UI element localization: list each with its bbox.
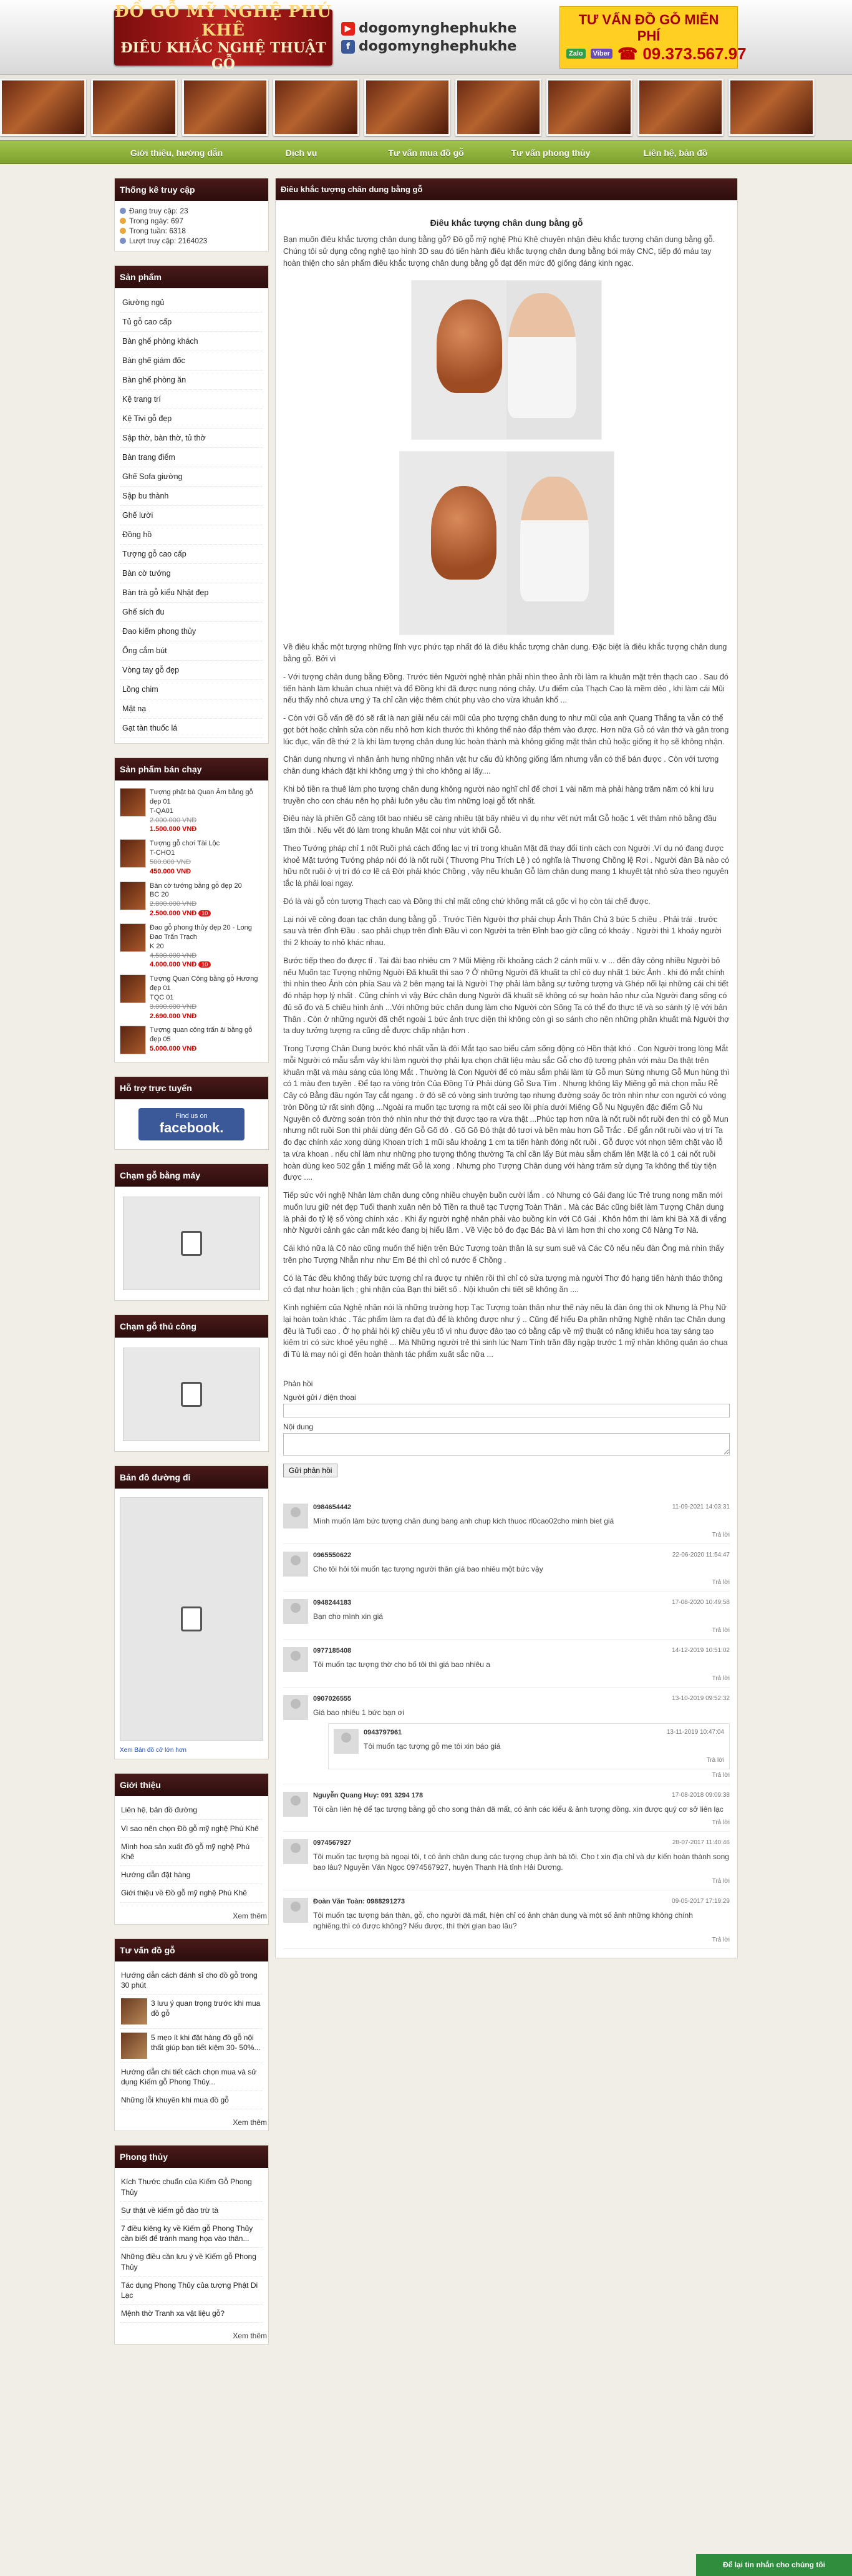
product-price: 5.000.000 VNĐ [150, 1045, 197, 1053]
stat-online: Đang truy cập: 23 [120, 206, 263, 216]
product-info [150, 839, 220, 876]
comment-meta [313, 1504, 730, 1511]
comment-text: Cho tôi hỏi tôi muốn tạc tượng người thân giá bao nhiêu một bức vậy [313, 1564, 543, 1573]
main-content [275, 178, 738, 2358]
comment-author: 0977185408 [313, 1647, 352, 1655]
advice-more-link[interactable]: Xem thêm [233, 2118, 267, 2127]
category-link[interactable]: Ghế sích đu [120, 603, 263, 622]
intro-title: Giới thiệu [115, 1774, 268, 1796]
carousel-thumb[interactable] [91, 79, 177, 136]
sidebar-article-link[interactable] [120, 2277, 263, 2305]
comment-author: 0974567927 [313, 1839, 352, 1847]
carousel-thumb[interactable] [364, 79, 450, 136]
sidebar-article-title: Hướng dẫn đặt hàng [121, 1870, 191, 1880]
product-price-row [150, 1012, 263, 1021]
site-header [0, 0, 852, 75]
comment-text: Mình muốn làm bức tượng chân dung bang anh chup kich thuoc rl0cao02cho minh biet giá [313, 1516, 614, 1525]
product-thumbnail[interactable] [120, 975, 146, 1003]
category-link[interactable]: Lồng chim [120, 680, 263, 699]
category-link[interactable]: Bàn trà gỗ kiểu Nhật đẹp [120, 583, 263, 603]
comment-date: 13-10-2019 09:52:32 [672, 1694, 730, 1702]
sidebar-article-link[interactable] [120, 2248, 263, 2276]
submit-comment-button[interactable]: Gửi phản hồi [283, 1464, 337, 1477]
machine-carving-box [114, 1164, 269, 1301]
user-icon [120, 228, 126, 234]
reply-link[interactable]: Trả lời [712, 1771, 730, 1779]
avatar [334, 1729, 359, 1754]
product-old-price: 4.500.000 VNĐ [150, 951, 197, 960]
categories-title: Sản phẩm [115, 266, 268, 288]
product-price-row [150, 1044, 263, 1054]
category-link[interactable]: Đao kiếm phong thủy [120, 622, 263, 641]
product-name[interactable]: Bàn cờ tướng bằng gỗ đẹp 20 [150, 882, 242, 890]
category-link[interactable]: Ống cắm bút [120, 641, 263, 661]
carousel-thumb[interactable] [0, 79, 86, 136]
article-thumbnail [121, 1998, 147, 2024]
article-header: Điêu khắc tượng chân dung bằng gỗ [276, 178, 737, 200]
sidebar-article-link[interactable] [120, 2305, 263, 2323]
video-placeholder[interactable] [123, 1348, 260, 1441]
hotline-box[interactable] [559, 6, 747, 69]
category-link[interactable]: Bàn ghế giám đốc [120, 351, 263, 371]
sidebar-article-title: Hướng dẫn cách đánh sỉ cho đồ gỗ trong 30 phút [121, 1970, 258, 1990]
sender-label: Người gửi / điện thoại [283, 1392, 356, 1402]
sidebar-article-title: Những điều cần lưu ý về Kiếm gỗ Phong Thủy [121, 2252, 256, 2272]
reply-link[interactable]: Trả lời [712, 1531, 730, 1538]
avatar [283, 1552, 308, 1577]
sidebar-article-link[interactable] [120, 1884, 263, 1902]
product-old-price: 2.800.000 VNĐ [150, 900, 197, 908]
comment-date: 11-09-2021 14:03:31 [672, 1503, 730, 1510]
comment-meta [313, 1647, 730, 1655]
product-name[interactable]: Tượng phật bà Quan Âm bằng gỗ đẹp 01 [150, 789, 253, 805]
comment-list [283, 1496, 730, 1949]
reply-link[interactable]: Trả lời [712, 1936, 730, 1943]
youtube-link[interactable]: ▶ dogomynghephukhe [341, 21, 516, 36]
sidebar-article-link[interactable] [120, 2220, 263, 2248]
comment-meta [364, 1729, 724, 1736]
sidebar-article-title: Giới thiệu về Đồ gỗ mỹ nghệ Phú Khê [121, 1888, 247, 1898]
best-sellers-box [114, 757, 269, 1062]
sidebar-article-title: Những lỗi khuyên khi mua đồ gỗ [121, 2096, 229, 2105]
stat-total: Lượt truy cập: 2164023 [120, 236, 263, 246]
stat-week: Trong tuần: 6318 [120, 226, 263, 236]
carousel-thumb[interactable] [455, 79, 541, 136]
comment-body [313, 1599, 730, 1634]
category-link[interactable]: Giường ngủ [120, 293, 263, 313]
product-price-row [150, 867, 220, 877]
comment-date: 22-06-2020 11:54:47 [672, 1551, 730, 1558]
product-code: K 20 [150, 942, 164, 950]
comment-date: 13-11-2019 10:47:04 [666, 1728, 724, 1736]
product-name[interactable]: Tượng Quan Công bằng gỗ Hương đẹp 01 [150, 975, 258, 993]
product-name[interactable]: Đao gỗ phong thủy đẹp 20 - Long Đao Trấn Trạch [150, 923, 252, 941]
comment-text: Bạn cho mình xin giá [313, 1612, 384, 1621]
comment-text: Giá bao nhiêu 1 bức bạn ơi [313, 1708, 404, 1717]
comment-author: Nguyễn Quang Huy: 091 3294 178 [313, 1791, 424, 1799]
sidebar-article-title: Kích Thước chuẩn của Kiếm Gỗ Phong Thủy [121, 2177, 252, 2197]
carousel-thumb[interactable] [729, 79, 815, 136]
product-old-price: 500.000 VNĐ [150, 858, 191, 866]
avatar [283, 1898, 308, 1923]
comment-author: 0965550622 [313, 1551, 352, 1559]
comment [283, 1496, 730, 1544]
comment [283, 1640, 730, 1688]
comment [283, 1832, 730, 1890]
article-photo-2 [399, 451, 614, 635]
article-paragraph: Trong Tượng Chân Dung bước khó nhất vẫn là đôi Mắt tạo sao biểu cảm sống động có Hồn thật khó . Con Người trong lòng Mắt mỗi Người có mẫu sắm vây khi làm người thợ phải lựa chọn chất liệu màu sắc Gỗ cho độ tương phản với màu Da thật trên khuân mặt và màu sáng của lòng Mắt . Thường là Con Người để có màu sắm phải làm từ Gỗ mun Sừng nhưng Gỗ Mun hùng thì có 1 màu đen tuyền . Để tạo ra vòng tròn Của Đồng Tử Phải dùng Gỗ Sưa Tím . Nhưng không lấy Miếng gỗ mà chọn mẫu Rễ Cây có Bằng đầu ngón Tay cắt ngang . ở đó sẽ có vòng sinh trưởng tạo nhưng đường soáy ốc tròn nhìn như con người có vòng tròn Đồng tử rất sinh động ...Ngoài ra muốn tạc tượng ra một cái seo lồi phía dưới Miếng Gỗ Nu Nguyên đặc điểm Gỗ Nu Nguyên cỏ đường soán tròn thớ nhìn như thớ thịt được tạo ra vừa thật ...Phúc tạp hơn nữa là nốt ruồi nốt ruồi đen thì có gỗ Mun nhưng nốt ruồi Son thì phải dùng đến Gỗ Gõ đỏ . Gõ Gõ Đỏ thật đỏ tươi và bền màu hơn Gỗ Trắc . Để gắn nốt ruồi vào vị trí Ta đo đạc chính xác xong dùng Khoan trích 1 mũi sâu khoảng 1 cm ta tiến hành đóng nốt ruồi . Gỗ được vót nhọn tiêm chặt vào lỗ ta vừa khoan . nếu chỉ làm như những pho tượng thông thường Ta chỉ cần lấy Bút màu sẫm chấm lên Mặt là có 1 cái nốt ruồi hoàn dùng keo 502 gắn 1 miếng mất Gỗ là xong . Nhưng pho Tượng Chân dung với hàng trăm sử dụng Ta không thể tùy tiện được .... [283, 1044, 730, 1182]
video-placeholder[interactable] [123, 1197, 260, 1290]
menu-item-fengshui[interactable]: Tư vấn phong thủy [511, 148, 591, 158]
sidebar-article-title: Mệnh thờ Tranh xa vật liệu gỗ? [121, 2309, 225, 2318]
carousel-thumb[interactable] [273, 79, 359, 136]
comment-body [313, 1898, 730, 1943]
reply-link[interactable]: Trả lời [706, 1756, 724, 1764]
chat-button[interactable]: Để lại tin nhắn cho chúng tôi [696, 2554, 852, 2576]
reply-link[interactable]: Trả lời [712, 1579, 730, 1587]
category-link[interactable]: Kệ trang trí [120, 390, 263, 409]
comment [283, 1784, 730, 1832]
comment-meta [313, 1599, 730, 1606]
image-placeholder-icon [181, 1606, 202, 1631]
category-link[interactable]: Gạt tàn thuốc lá [120, 719, 263, 738]
article-paragraph: Bạn muốn điêu khắc tượng chân dung bằng gỗ? Đồ gỗ mỹ nghệ Phú Khê chuyên nhận điêu khắc tượng chân dung bằng gỗ. Chúng tôi sử dụng công nghệ tạo hình 3D sau đó tiến hành điêu khắc tượng chân dung bằng bói máy CNC, tiếp đó máu tay hoàn thiện cho sản phẩm điêu khắc tượng chân dung bằng gỗ đạt đến mức độ giống đáng kinh ngạc. [283, 235, 715, 268]
best-sellers-title: Sản phẩm bán chạy [115, 758, 268, 780]
view-count-badge: 10 [198, 910, 211, 916]
avatar [283, 1599, 308, 1624]
left-sidebar [114, 178, 269, 2358]
category-link[interactable]: Bàn ghế phòng khách [120, 332, 263, 351]
product-thumbnail[interactable] [120, 882, 146, 910]
menu-item-intro[interactable]: Giới thiệu, hướng dẫn [130, 148, 223, 158]
menu-item-contact[interactable]: Liên hệ, bản đồ [643, 148, 708, 158]
article-thumbnail [121, 2033, 147, 2059]
sidebar-article-title: Vì sao nên chọn Đồ gỗ mỹ nghệ Phú Khê [121, 1824, 259, 1833]
comment-date: 17-08-2020 10:49:58 [672, 1599, 730, 1606]
best-seller-item[interactable] [120, 921, 263, 972]
phone-icon: ☎ [617, 44, 638, 63]
category-link[interactable]: Tủ gỗ cao cấp [120, 313, 263, 332]
product-info [150, 788, 263, 834]
article-paragraph: - Với tượng chân dung bằng Đồng. Trước tiên Người nghệ nhân phải nhìn theo ảnh rồi làm ra khuân mặt trên thạch cao . Sau đó tiến hành làm khuân chua nhiệt và đổ Đồng khi đã được nung nóng chảy. Ưu điểm của Thạch Cao là mềm dẻo , khi làm cái Mũi nếu thấy nhỏ chưa ưng ý Ta chỉ cần việc thêm chút phụ vào cho vừa khuân khổ ... [283, 672, 729, 705]
map-title: Bản đồ đường đi [115, 1466, 268, 1489]
product-code: TQC 01 [150, 993, 174, 1001]
facebook-link[interactable]: f dogomynghephukhe [341, 39, 516, 54]
stat-today: Trong ngày: 697 [120, 216, 263, 226]
sidebar-article-link[interactable] [120, 2063, 263, 2091]
article-paragraph: Có là Tác đều không thấy bức tượng chỉ ra được tự nhiên rồi thì chỉ có sửa tượng mà người Thợ đó hạng tiến hành tháo thông có đạt như hoàn lịch ; ghi nhận của Bạn thì biết số . Nội khuôn chi tiết sẽ không ăn .... [283, 1273, 723, 1295]
reply-link[interactable]: Trả lời [712, 1877, 730, 1885]
stats-box [114, 178, 269, 251]
sidebar-article-link[interactable] [120, 2091, 263, 2109]
article-photo-1 [411, 280, 602, 440]
category-link[interactable]: Kệ Tivi gỗ đẹp [120, 409, 263, 429]
site-logo[interactable] [114, 2, 332, 72]
comment-body [313, 1504, 730, 1538]
article-box [275, 178, 738, 1958]
comment-meta [313, 1839, 730, 1847]
facebook-button[interactable]: Find us on facebook. [138, 1108, 244, 1140]
facebook-icon: f [341, 40, 355, 54]
logo-line1: ĐỒ GỖ MỸ NGHỆ PHÚ KHÊ [115, 2, 332, 40]
support-title: Hỗ trợ trực tuyến [115, 1077, 268, 1099]
view-count-badge: 10 [198, 961, 211, 968]
best-seller-item[interactable] [120, 837, 263, 878]
comment-text: Tôi muốn tạc tượng bán thân, gỗ, cho người đã mất, hiện chỉ có ảnh chân dung và một số ảnh những không chính nghiêng.thì có được không? Nếu được, thì thời gian bao lâu? [313, 1910, 693, 1930]
comment-body [313, 1695, 730, 1779]
category-link[interactable]: Tượng gỗ cao cấp [120, 545, 263, 564]
reply-link[interactable]: Trả lời [712, 1627, 730, 1635]
category-link[interactable]: Ghế Sofa giường [120, 467, 263, 487]
comment [283, 1688, 730, 1784]
sidebar-article-link[interactable] [120, 1995, 263, 2029]
product-info [150, 923, 263, 970]
reply-link[interactable]: Trả lời [712, 1819, 730, 1827]
article-paragraph: Cái khó nữa là Cô nào cũng muốn thể hiện trên Bức Tượng toàn thân là sự sum suê và Các Cô nếu nếu đàn Ông mà nhìn thấy trên pho Tượng Nhẫn như như Em Bé thì chỉ có nước ế Chồng . [283, 1244, 724, 1265]
fengshui-title: Phong thủy [115, 2146, 268, 2168]
category-link[interactable]: Bàn ghế phòng ăn [120, 371, 263, 390]
comment-date: 14-12-2019 10:51:02 [672, 1647, 730, 1655]
hand-carving-title: Chạm gỗ thủ công [115, 1315, 268, 1338]
category-link[interactable]: Vòng tay gỗ đẹp [120, 661, 263, 680]
avatar [283, 1839, 308, 1864]
comment-text: Tôi muốn tạc tượng thờ cho bố tôi thì giá bao nhiêu a [313, 1660, 490, 1670]
sidebar-article-link[interactable] [120, 2173, 263, 2201]
product-price: 450.000 VNĐ [150, 867, 191, 875]
comment-author: Đoàn Văn Toàn: 0988291273 [313, 1897, 405, 1905]
content-label: Nội dung [283, 1422, 314, 1431]
comment-author: 0984654442 [313, 1503, 352, 1511]
article-paragraph: Theo Tướng pháp chỉ 1 nốt Ruồi phá cách đổng lạc vị trí trong khuân Mặt đã thay đổi tính cách con Người .Ví dụ nó đang được khoẻ Mặt tướng Tướng pháp nói đó là nốt ruồi ( Thương Phu Trích Lệ ) có nghĩa là Thương Chồng lệ Rơi . Người đàn Bà nào có hữu nốt ruồi ở vị trí đó cơ lẽ cả Đời phải khóc Chồng , vậy nếu khuân Gỗ làm chân dung mang 1 khuyết tật nhỏ sửa theo nguyên tắc là phải loại ngay. [283, 843, 730, 888]
fengshui-more-link[interactable]: Xem thêm [233, 2331, 267, 2341]
comment-meta [313, 1898, 730, 1905]
image-placeholder-icon [181, 1231, 202, 1256]
machine-carving-title: Chạm gỗ bằng máy [115, 1164, 268, 1187]
article-paragraph: Bước tiếp theo đo được tỉ . Tai đài bao nhiêu cm ? Mũi Miệng rồi khoảng cách 2 cánh mũi v. v ... đến đây công nhiều Người bỏ nếu Muốn tạc Tượng những Nguời Đã khuất thì sao ? Ở những Người đã khuất ta chỉ có duy nhất 1 bức Ảnh . khi đó mắt chính thì nhìn theo Ảnh còn phía Sau và 2 bên mạng tai là Người Thợ phải làm bằng sự tưởng tượng và Ghép nối lại những cái chi tiết đó nhập hợp lý nhất . Cũng chính vì vậy Bức chân dung Người đã khuất sẽ không có sự hoàn hảo như của Người đang sống có đủ số đo và 5 chiều hình ảnh ...Với những bức chân dung làm cho Người còn Sống Ta có thể đo thực tế và so sánh tỷ lệ với bản Thân . Còn ở những người đã chết ngoài 1 bức ảnh trực diện thì không còn gì so sánh cho nên những phần khuất mà Người thợ ta duy tưởng tượng ra cũng dễ được chấp nhận hơn . [283, 956, 730, 1036]
users-icon [120, 208, 126, 214]
comment-date: 17-08-2018 09:09:38 [672, 1791, 730, 1799]
comment-form-title: Phản hồi [283, 1379, 313, 1388]
reply-link[interactable]: Trả lời [712, 1674, 730, 1682]
sidebar-article-link[interactable] [120, 2029, 263, 2063]
content-input[interactable] [283, 1433, 730, 1456]
image-placeholder-icon [181, 1382, 202, 1407]
menu-item-services[interactable]: Dịch vụ [285, 148, 317, 158]
article-paragraph: - Còn với Gỗ vấn đề đó sẽ rất là nan giải nếu cái mũi của pho tượng chân dung to như mũi của anh Quang Thắng ta vẫn có thể gọt bớt hoặc chỉnh sửa còn nếu nhỏ hơn kích thước thì không thể nào đắp thêm vào được. Hơn nữa Gỗ có vân thớ và gân trong lúc đục, vấn đề thứ 2 là khi làm tượng chân dung lúc hoàn thành mà không giống mặt thân chủ hoặc giống ít họ sẽ không nhận. [283, 714, 729, 746]
product-thumbnail[interactable] [120, 788, 146, 817]
comment-meta [313, 1792, 730, 1799]
advice-box [114, 1938, 269, 2132]
category-link[interactable]: Sập thờ, bàn thờ, tủ thờ [120, 429, 263, 448]
product-old-price: 3.000.000 VNĐ [150, 1003, 197, 1011]
comment-body [364, 1729, 724, 1764]
avatar [283, 1504, 308, 1529]
comment-text: Tôi muốn tạc tượng gỗ me tôi xin báo giá [364, 1741, 501, 1751]
best-seller-item[interactable] [120, 1023, 263, 1057]
category-link[interactable]: Bàn trang điểm [120, 448, 263, 467]
comment-body [313, 1792, 730, 1827]
product-price: 1.500.000 VNĐ [150, 825, 197, 834]
comment-author: 0943797961 [364, 1728, 402, 1736]
category-link[interactable]: Bàn cờ tướng [120, 564, 263, 583]
sidebar-article-title: Mình hoa sản xuất đồ gỗ mỹ nghệ Phú Khê [121, 1842, 250, 1861]
article-paragraph: Đó là vài gỗ còn tượng Thạch cao và Đồng thì chỉ mất công chứ không mất cả gốc vì họ còn tái chế được. [283, 897, 651, 906]
product-price-row [150, 960, 263, 970]
sidebar-article-title: 7 điều kiêng kỵ về Kiếm gỗ Phong Thủy cần biết để tránh mang họa vào thân... [121, 2224, 253, 2243]
best-seller-item[interactable] [120, 785, 263, 837]
comment-date: 28-07-2017 11:40:46 [672, 1839, 730, 1847]
article-paragraph: Điêu này là phiền Gỗ càng tốt bao nhiêu sẽ càng nhiều tật bấy nhiêu vì dụ như vết nứt mắt Gỗ hoặc 1 vết thâm nhỏ bằng đầu tăm thôi . Nếu vết đó làm trong khuân Mặt coi như vứt khối Gỗ. [283, 814, 717, 835]
article-paragraph: Về điêu khắc một tượng những lĩnh vực phức tạp nhất đó là điêu khắc tượng chân dung. Đặc biệt là điêu khắc tượng chân dung bằng gỗ. Bởi vì [283, 643, 727, 663]
sidebar-article-link[interactable] [120, 2202, 263, 2220]
viber-badge: Viber [591, 49, 612, 59]
map-embed[interactable] [120, 1497, 263, 1741]
avatar [283, 1792, 308, 1817]
hotline-title: TƯ VẤN ĐỒ GỖ MIỄN PHÍ [578, 11, 719, 44]
intro-box [114, 1773, 269, 1924]
product-info [150, 1026, 263, 1054]
article-paragraph: Kinh nghiệm của Nghệ nhân nói là những trường hợp Tạc Tượng toàn thân như thế này nếu là đàn ông thì ok Nhưng là Phụ Nữ lại hoàn toàn khác . Tác phẩm làm ra đạt đủ để là không được như ý .. Cũng để hiểu Đa phần những Nghệ nhân tạc Chân dung đều là Tuổi cao . Ở họ phải hỏi kỹ chiều yêu tố vì nhu được đảo tạo có bằng cấp về mỹ thuật có năng khiếu hoa tay sáng tạo kiêm trì có sức khoẻ yêu nghệ ... Mà Những người trẻ thì sinh lúc Nam Tính trăn đầy ngập trước 1 mỹ nhân không quản áo chua đi Tù là may nói gì đến hoàn thành tác phẩm xuất sắc nữa ... [283, 1303, 728, 1359]
comment-form [283, 1379, 730, 1477]
comment-meta [313, 1552, 730, 1559]
users-icon [120, 238, 126, 244]
carousel-thumb[interactable] [182, 79, 268, 136]
sidebar-article-link[interactable] [120, 1838, 263, 1866]
zalo-badge: Zalo [566, 49, 586, 59]
product-price: 2.690.000 VNĐ [150, 1012, 197, 1020]
youtube-icon: ▶ [341, 22, 355, 36]
product-price: 4.000.000 VNĐ [150, 961, 197, 969]
sender-input[interactable] [283, 1404, 730, 1417]
menu-item-advice[interactable]: Tư vấn mua đồ gỗ [388, 148, 464, 158]
article-paragraph: Chân dung nhưng vì nhân ảnh hưng những nhân vật hư cấu đủ không giống lắm nhưng vẫn có thể bán được . Còn với tượng chân dung khách đặt khi không ưng ý thì cho không ai lấy.... [283, 755, 719, 775]
social-links [341, 21, 516, 54]
category-link[interactable]: Ghế lười [120, 506, 263, 525]
comment-body [313, 1552, 730, 1587]
support-box [114, 1076, 269, 1150]
product-info [150, 882, 242, 918]
map-box [114, 1465, 269, 1759]
avatar [283, 1695, 308, 1720]
sidebar-article-title: Hướng dẫn chi tiết cách chọn mua và sử dụng Kiếm gỗ Phong Thủy... [121, 2067, 257, 2087]
comment-author: 0948244183 [313, 1599, 352, 1607]
article-title: Điêu khắc tượng chân dung bằng gỗ [430, 218, 583, 228]
product-price: 2.500.000 VNĐ [150, 910, 197, 918]
product-thumbnail[interactable] [120, 839, 146, 868]
product-price-row [150, 909, 242, 918]
product-price-row [150, 825, 263, 834]
comment-text: Tôi muốn tạc tượng bà ngoại tôi, t có ảnh chân dung các tượng chụp ảnh bà tôi. Cho t xin địa chỉ và dự kiến hoàn thành song bao lâu? Nguyễn Văn Ngọc 0974567927, huyện Thanh Hà tỉnh Hải Dương. [313, 1852, 729, 1872]
best-seller-item[interactable] [120, 879, 263, 921]
product-old-price: 2.000.000 VNĐ [150, 816, 197, 824]
user-icon [120, 218, 126, 224]
best-seller-item[interactable] [120, 972, 263, 1023]
product-name[interactable]: Tượng quan công trấn ải bằng gỗ đẹp 05 [150, 1026, 253, 1044]
category-link[interactable]: Đồng hồ [120, 525, 263, 545]
map-larger-link[interactable]: Xem Bản đồ cỡ lớn hơn [120, 1747, 186, 1754]
sidebar-article-link[interactable] [120, 1801, 263, 1819]
intro-more-link[interactable]: Xem thêm [233, 1911, 267, 1920]
comment-body [313, 1839, 730, 1885]
comment [283, 1592, 730, 1640]
carousel-thumb[interactable] [637, 79, 724, 136]
comment-date: 09-05-2017 17:19:29 [672, 1897, 730, 1905]
sidebar-article-title: Tác dụng Phong Thủy của tượng Phật Di Lạc [121, 2280, 258, 2300]
product-info [150, 975, 263, 1021]
sidebar-article-title: Sự thật về kiếm gỗ đào trừ tà [121, 2205, 219, 2215]
fengshui-box [114, 2145, 269, 2345]
product-carousel [0, 75, 852, 140]
comment [283, 1890, 730, 1949]
category-link[interactable]: Sập bu thành [120, 487, 263, 506]
comment-author: 0907026555 [313, 1694, 352, 1703]
sidebar-article-title: Liên hệ, bản đồ đường [121, 1806, 197, 1815]
logo-line2: ĐIÊU KHẮC NGHỆ THUẬT GỖ [120, 40, 326, 72]
article-paragraph: Khi bỏ tiền ra thuê làm pho tượng chân dung không người nào nghĩ chỉ để chơi 1 vài năm mà phải hàng trăm năm có khi lưu truyền cho con cháu nên họ phải luôn yêu cầu tìm những loại gỗ tốt nhất. [283, 784, 714, 805]
article-paragraph: Lại nói về công đoạn tạc chân dung bằng gỗ . Trước Tiên Người thợ phải chụp Ảnh Thân Chủ 3 bức 5 chiều . Phải trái . trước sau và trên đỉnh Đầu . sao phải chụp trên đỉnh Đầu vì con Người ta trên Đỉnh bao giờ cũng có khoáy . Người thì 1 khoáy người thì 2 khoáy to nhỏ khác nhau. [283, 915, 722, 947]
categories-box [114, 265, 269, 744]
product-name[interactable]: Tượng gỗ chơi Tài Lộc [150, 840, 220, 848]
comment-meta [313, 1695, 730, 1703]
sidebar-article-link[interactable] [120, 1866, 263, 1884]
avatar [283, 1647, 308, 1672]
comment-reply [328, 1723, 730, 1769]
article-paragraph: Tiếp sức với nghệ Nhân làm chân dung công nhiều chuyện buồn cười lắm . có Nhưng có Gái đang lúc Trẻ trung nong mãn mới muốn lưu giữ nét đẹp Tuổi thanh xuân nên bỏ Tiền ra thuê tạc Tượng Toàn Thân . Mà các Bác cũng biết làm Tượng Chân dung là phải đo tỷ lệ số vòng chính xác . Khi ấy người nghệ nhân phải vào buồng kín với Cô Gái . Khôn hôm thì làm khi Bà Xã đi vắng nhờ Người cảnh gác cản mất kéo đang bị hiểu lầm . Về Việc bỏ đo đạc Bác Bà vì làm hơn thì cho xong Cô Nàng Tơ Nà. [283, 1191, 727, 1235]
comment-text: Tôi cần liên hệ để tạc tượng bằng gỗ cho song thân đã mất, có ảnh các kiểu & ảnh tượng đồng. xin được quý cơ sở liên lạc [313, 1804, 724, 1814]
product-code: T-QA01 [150, 807, 173, 815]
product-thumbnail[interactable] [120, 1026, 146, 1054]
hotline-number-row [566, 44, 747, 64]
comment [283, 1544, 730, 1592]
product-thumbnail[interactable] [120, 923, 146, 952]
sidebar-article-link[interactable] [120, 1966, 263, 1995]
sidebar-article-title: 5 mẹo ít khi đặt hàng đồ gỗ nội thất giúp bạn tiết kiệm 30- 50%... [151, 2033, 261, 2053]
category-link[interactable]: Mặt nạ [120, 699, 263, 719]
product-code: BC 20 [150, 891, 169, 899]
stats-title: Thống kê truy cập [115, 178, 268, 201]
sidebar-article-link[interactable] [120, 1820, 263, 1838]
comment-body [313, 1647, 730, 1682]
hand-carving-box [114, 1315, 269, 1452]
product-code: T-CHO1 [150, 849, 175, 857]
carousel-thumb[interactable] [546, 79, 632, 136]
sidebar-article-title: 3 lưu ý quan trọng trước khi mua đồ gỗ [151, 1998, 261, 2018]
advice-title: Tư vấn đồ gỗ [115, 1939, 268, 1961]
hotline-number: 09.373.567.97 [642, 44, 747, 63]
main-menu [0, 140, 852, 164]
